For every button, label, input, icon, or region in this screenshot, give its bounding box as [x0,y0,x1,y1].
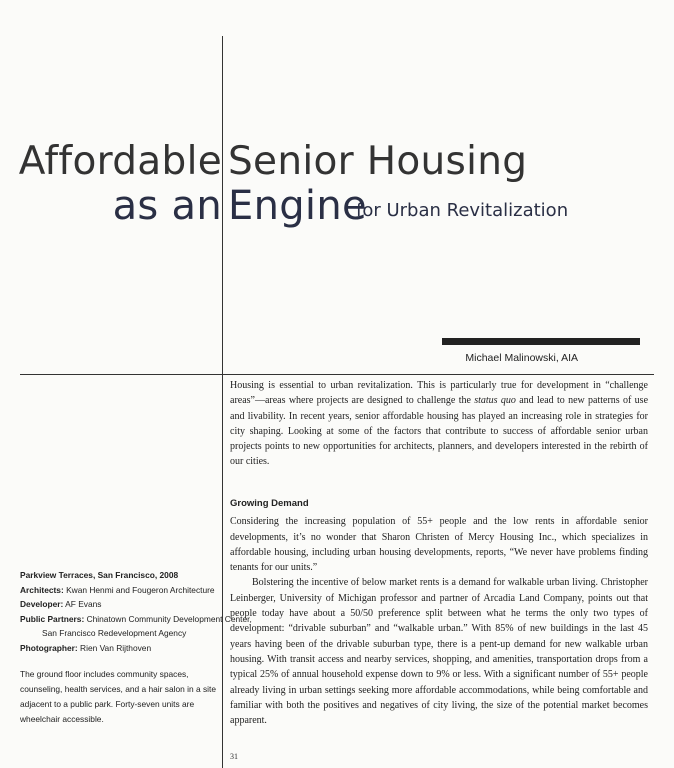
title-line2-right: Engine [228,183,367,229]
caption-project: Parkview Terraces, San Francisco, 2008 [20,570,179,580]
caption-value: Chinatown Community Development Center, [86,613,252,624]
section-paragraph: Considering the increasing population of 55+ people and the low rents in affordable senior developments, it’s no wonder that Sharon Christen of Mercy Housing Inc., which specializes in affordable housing, including urban housing developments, reports, “We never have problems finding tenants for our units.” [230,516,648,574]
title-subtitle: for Urban Revitalization [356,200,569,221]
caption-label: Architects: [20,584,64,595]
author-name: Michael Malinowski, AIA [465,352,578,364]
photo-caption [20,568,252,727]
intro-text-em: status quo [474,395,516,407]
caption-label: Developer: [20,599,64,609]
caption-partners-cont: San Francisco Redevelopment Agency [42,628,187,638]
caption-value: Rien Van Rijthoven [80,642,152,653]
caption-description: The ground floor includes community spaces, counseling, health services, and a hair salon in a site adjacent to a public park. Forty-seven units are wheelchair accessible. [20,669,216,724]
growing-demand-section [230,496,648,728]
section-heading: Growing Demand [230,498,309,509]
caption-label: Photographer: [20,642,78,653]
intro-text-b: and lead to new patterns of use and livability. In recent years, senior affordable housing has played an increasing role in strategies for city shaping. Looking at some of the factors that contribute to success of affordable senior urban projects points to new opportunities for architects, planners, and developers interested in the rebirth of our cities. [230,395,649,468]
caption-architects [20,583,220,598]
title-line1-right: Senior Housing [228,139,528,184]
vertical-rule [222,36,223,768]
horizontal-rule [20,374,654,375]
caption-developer [20,597,220,612]
caption-photographer [20,641,220,656]
section-paragraph: Bolstering the incentive of below market rents is a demand for walkable urban living. Christopher Leinberger, University of Michigan professor and partner of Arcadia Land Company, points out that people today have about a 50/50 preference split between what he terms the only two types of development: “drivable suburban” and “walkable urban.” With 85% of new buildings in the last 45 years having been of the drivable suburban type, there is a pent-up demand for new walkable urban housing. With transit access and nearby services, shopping, and amenities, transportation drops from a typical 25% of annual household expense down to 9% or less. With a significant number of 55+ people already living in urban settings seeking more affordable accommodations, while being comfortable and familiar with both the positives and negatives of city living, the size of the potential market becomes apparent. [230,577,648,727]
page-number: 31 [230,752,238,761]
caption-value: Kwan Henmi and Fougeron Architecture [66,584,215,595]
intro-text-a: Housing is essential to urban revitalization. This is particularly true for development in “challenge areas”—areas where projects are designed to challenge the [230,380,648,407]
title-line2-left: as an [112,183,222,229]
caption-value: AF Evans [65,599,102,609]
caption-partners [20,612,252,627]
author-bar [442,338,640,345]
title-line1-left: Affordable [18,139,222,184]
caption-label: Public Partners: [20,613,85,624]
intro-paragraph [230,378,648,470]
